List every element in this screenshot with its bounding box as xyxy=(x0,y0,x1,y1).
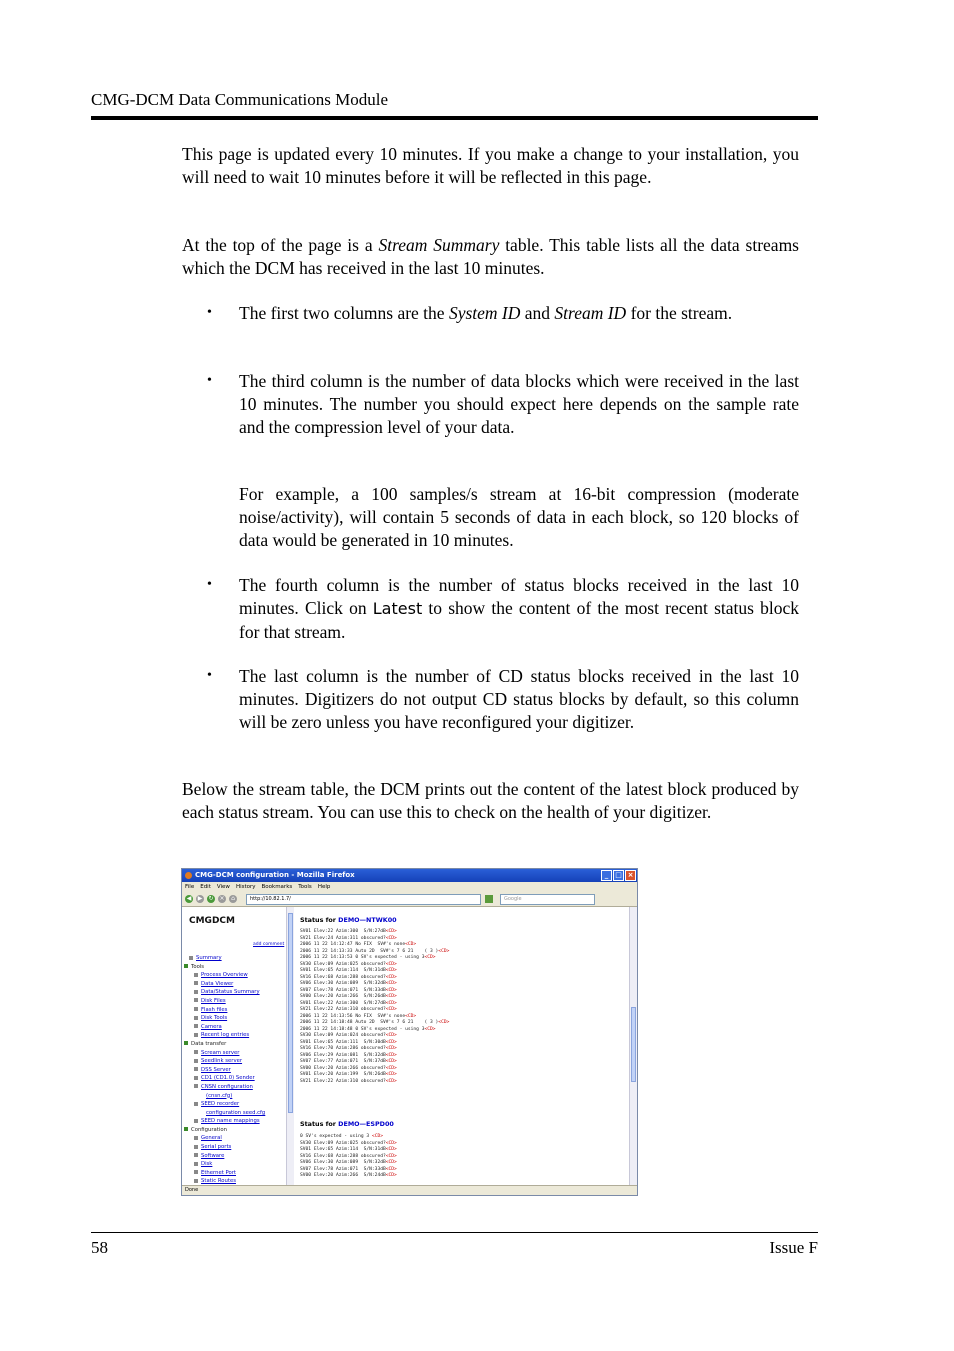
page-icon xyxy=(194,1050,198,1054)
sidebar-item-label: configuration seed.cfg xyxy=(206,1109,266,1116)
page-icon xyxy=(194,1084,198,1088)
paragraph-update-interval: This page is updated every 10 minutes. If you make a change to your installation, you will need to wait 10 minutes before it will be reflected in this page. xyxy=(182,144,799,187)
sidebar-item-label: CNSN configuration xyxy=(201,1083,253,1090)
page-icon xyxy=(194,1059,198,1063)
sidebar-item-label: Data/Status Summary xyxy=(201,989,260,996)
sidebar-scroll-thumb[interactable] xyxy=(288,913,293,1113)
sidebar-item-label: Recent log entries xyxy=(201,1032,250,1039)
reload-icon[interactable]: ↻ xyxy=(208,895,214,902)
status-line-text: SV01 Elev:22 Azim:300 S/N:27dB xyxy=(300,929,386,934)
status-line-text: SV06 Elev:30 Azim:089 S/N:32dB xyxy=(300,981,386,986)
page-header-title: CMG-DCM Data Communications Module xyxy=(91,90,389,109)
cd-tag: <CD> xyxy=(371,1134,383,1139)
sidebar-item[interactable] xyxy=(184,1031,284,1040)
window-titlebar xyxy=(182,869,637,882)
paragraph-stream-summary xyxy=(182,234,799,280)
page-content xyxy=(182,907,637,1186)
sidebar-item-label: Data Viewer xyxy=(201,980,234,987)
page-icon xyxy=(194,973,198,977)
term-system-id: System ID xyxy=(448,303,521,323)
status-line-text: SV07 Elev:78 Azim:071 S/N:33dB xyxy=(300,1166,386,1172)
cd-tag: <CD> xyxy=(385,987,397,993)
folder-icon xyxy=(184,1127,188,1131)
sidebar-item-label: Flash files xyxy=(201,1006,228,1013)
bullet-last-column: The last column is the number of CD status blocks received in the last 10 minutes. Digitizers do not output CD status blocks by default, so this column will be zero unless you have reconfigured your digitizer. xyxy=(239,666,799,732)
url-input[interactable]: http://10.82.1.7/ xyxy=(246,894,481,905)
sidebar-item[interactable] xyxy=(184,1152,284,1161)
status-label: Status for xyxy=(300,916,339,924)
status-lines-espd00 xyxy=(300,1134,397,1180)
bullet: • xyxy=(207,577,212,592)
header-rule xyxy=(91,116,818,120)
cd-tag: <CD> xyxy=(385,1072,397,1077)
folder-icon xyxy=(184,1041,188,1045)
sidebar-item-label: Configuration xyxy=(191,1126,227,1133)
go-icon[interactable] xyxy=(485,895,493,903)
cd-tag: <CD> xyxy=(385,1166,397,1172)
sidebar-item[interactable] xyxy=(184,1109,284,1118)
forward-icon[interactable]: ▶ xyxy=(197,895,203,902)
sidebar-item[interactable] xyxy=(184,1092,284,1101)
search-input[interactable]: Google xyxy=(500,894,595,905)
status-line-text: SV01 Elev:65 Azim:111 S/N:30dB xyxy=(300,1039,386,1045)
cd-tag: <CD> xyxy=(385,981,397,986)
status-line-text: 2006 11 22 14:13:56 No FIX SV#'s none xyxy=(300,1013,406,1019)
cd-tag: <CD> xyxy=(385,929,397,934)
home-icon[interactable]: ⌂ xyxy=(229,895,237,903)
text: for the stream. xyxy=(626,303,733,323)
sidebar-item[interactable] xyxy=(184,1134,284,1143)
page-icon xyxy=(194,1067,198,1071)
sidebar-item-label: Seedlink server xyxy=(201,1058,243,1065)
bullet: • xyxy=(207,373,212,388)
cd-tag: <CD> xyxy=(438,1020,450,1025)
status-line-text: SV06 Elev:29 Azim:081 S/N:32dB xyxy=(300,1052,386,1058)
sidebar-item-label: Disk Files xyxy=(201,997,226,1004)
status-lines-ntwk00 xyxy=(300,929,449,1085)
page-icon xyxy=(194,1007,198,1011)
status-line-text: SV30 Elev:09 Azim:025 obscured? xyxy=(300,1140,386,1146)
sidebar-title: CMGDCM xyxy=(189,916,235,926)
bullet-first-columns xyxy=(239,302,799,325)
cd-tag: <CD> xyxy=(385,1059,397,1064)
sidebar-item-label: Process Overview xyxy=(201,972,248,979)
sidebar-item-label: Disk xyxy=(201,1161,213,1168)
issue-label: Issue F xyxy=(769,1238,818,1257)
sidebar-item[interactable] xyxy=(184,1160,284,1169)
term-stream-id: Stream ID xyxy=(554,303,627,323)
bullet-third-column: The third column is the number of data blocks which were received in the last 10 minutes. The number you should expect here depends on the sample rate and the compression level of your data. xyxy=(239,371,799,437)
sidebar-item-label: Serial ports xyxy=(201,1144,232,1151)
status-panel xyxy=(299,907,629,1186)
status-line-text: SV01 Elev:22 Azim:300 S/N:27dB xyxy=(300,1000,386,1006)
bullet: • xyxy=(207,668,212,683)
status-line xyxy=(300,1079,449,1086)
cd-tag: <CD> xyxy=(385,1007,397,1012)
sidebar-item[interactable] xyxy=(184,1100,284,1109)
sidebar-item-label: General xyxy=(201,1135,222,1142)
status-line-text: 2006 11 22 14:12:47 No FIX SV#'s none xyxy=(300,942,406,947)
nav-toolbar xyxy=(182,892,637,907)
menu-edit[interactable]: Edit xyxy=(200,884,211,890)
cd-tag: <CD> xyxy=(385,1065,397,1071)
sidebar-item-label: Data transfer xyxy=(191,1040,227,1047)
page-icon xyxy=(194,1145,198,1149)
status-stream-id[interactable]: DEMO—ESPD00 xyxy=(338,1120,394,1128)
page-icon xyxy=(194,981,198,985)
sidebar-item[interactable] xyxy=(184,980,284,989)
window-title: CMG-DCM configuration - Mozilla Firefox xyxy=(195,871,355,879)
status-line-text: SV16 Elev:68 Azim:288 obscured? xyxy=(300,974,386,980)
text: and xyxy=(520,303,555,323)
cd-tag: <CD> xyxy=(385,1160,397,1165)
page-icon xyxy=(194,990,198,994)
sidebar-item[interactable] xyxy=(184,1006,284,1015)
status-line-text: SV06 Elev:30 Azim:089 S/N:32dB xyxy=(300,1160,386,1165)
browser-status-bar: Done xyxy=(182,1185,638,1195)
menu-bar xyxy=(182,882,637,892)
status-stream-id[interactable]: DEMO—NTWK00 xyxy=(338,916,397,924)
text: The first two columns are the xyxy=(239,303,449,323)
cd-tag: <CD> xyxy=(385,961,397,967)
sidebar-item[interactable] xyxy=(184,997,284,1006)
cd-tag: <CD> xyxy=(385,1140,397,1146)
sidebar-item-label: Tools xyxy=(191,963,205,970)
status-line-text: 2006 11 22 14:13:33 Auto 2D SV#'s 7 6 21 ( 3 ) xyxy=(300,948,439,954)
status-line-text: SV00 Elev:20 Azim:266 S/N:26dB xyxy=(300,994,386,999)
sidebar-scrollbar[interactable] xyxy=(286,907,294,1186)
close-icon[interactable]: × xyxy=(625,870,636,881)
status-label: Status for xyxy=(300,1120,339,1128)
sidebar-item[interactable] xyxy=(184,1066,284,1075)
cd-tag: <CD> xyxy=(405,942,417,947)
page-icon xyxy=(194,1102,198,1106)
menu-bookmarks[interactable]: Bookmarks xyxy=(261,884,293,890)
sidebar-item-label: Ethernet Port xyxy=(201,1169,237,1176)
sidebar xyxy=(182,907,287,1186)
sidebar-item[interactable] xyxy=(184,1074,284,1083)
cd-tag: <CD> xyxy=(385,1052,397,1058)
sidebar-folder[interactable] xyxy=(184,1040,284,1049)
back-icon[interactable]: ◀ xyxy=(186,895,192,902)
cd-tag: <CD> xyxy=(385,1033,397,1038)
page-icon xyxy=(194,998,198,1002)
sidebar-item-label: Camera xyxy=(201,1023,222,1030)
status-heading-espd00 xyxy=(300,1120,394,1128)
sidebar-item-label: Scream server xyxy=(201,1049,240,1056)
term-stream-summary: Stream Summary xyxy=(378,235,500,255)
status-line xyxy=(300,1173,397,1180)
bullet-fourth-column xyxy=(239,574,799,643)
sidebar-item-label: DSS Server xyxy=(201,1066,231,1073)
page-icon xyxy=(194,1024,198,1028)
sidebar-item[interactable] xyxy=(184,988,284,997)
main-scrollbar[interactable] xyxy=(629,907,637,1186)
text: At the top of the page is a xyxy=(182,235,379,255)
status-line-text: SV07 Elev:77 Azim:071 S/N:37dB xyxy=(300,1059,386,1064)
page-icon xyxy=(194,1076,198,1080)
sidebar-item[interactable] xyxy=(184,954,284,963)
cd-tag: <CD> xyxy=(385,994,397,999)
status-line-text: SV01 Elev:65 Azim:114 S/N:31dB xyxy=(300,968,386,973)
cd-tag: <CD> xyxy=(385,974,397,980)
page-icon xyxy=(194,1136,198,1140)
status-line-text: SV21 Elev:24 Azim:311 obscured? xyxy=(300,935,386,941)
status-heading-ntwk00 xyxy=(300,916,397,924)
status-line-text: SV16 Elev:68 Azim:288 obscured? xyxy=(300,1153,386,1159)
add-comment-link[interactable]: add comment xyxy=(253,942,285,947)
cd-tag: <CD> xyxy=(385,1147,397,1152)
cd-tag: <CD> xyxy=(385,1173,397,1178)
page-icon xyxy=(189,956,193,960)
sidebar-item-label: Static Routes xyxy=(201,1178,236,1185)
cd-tag: <CD> xyxy=(438,948,450,954)
sidebar-item-label: CD1 (CD1.0) Sender xyxy=(201,1075,255,1082)
footer-rule xyxy=(91,1232,818,1233)
page-icon xyxy=(194,1033,198,1037)
menu-tools[interactable]: Tools xyxy=(298,884,312,890)
text: table. This table lists all the data streams which the DCM has received in the last 10 minutes. xyxy=(182,235,799,278)
page-icon xyxy=(194,1179,198,1183)
text: The fourth column is the number of status blocks received in the last 10 minutes. Click on xyxy=(239,575,799,618)
latest-link-text: Latest xyxy=(372,598,423,618)
cd-tag: <CD> xyxy=(405,1013,417,1019)
status-line-text: 2006 11 22 14:18:48 Auto 2D SV#'s 7 6 21 ( 3 ) xyxy=(300,1020,439,1025)
text: to show the content of the most recent status block for that stream. xyxy=(239,597,799,642)
cd-tag: <CD> xyxy=(385,1000,397,1006)
sidebar-item[interactable] xyxy=(184,1014,284,1023)
sidebar-item[interactable] xyxy=(184,1057,284,1066)
sidebar-item-label: Software xyxy=(201,1152,225,1159)
status-line-text: 2006 11 22 14:13:53 0 SV's expected - using 3 xyxy=(300,955,425,960)
browser-screenshot xyxy=(181,868,638,1196)
sidebar-item-label: (cnsn.cfg) xyxy=(206,1092,233,1099)
status-line-text: SV16 Elev:70 Azim:286 obscured? xyxy=(300,1046,386,1051)
cd-tag: <CD> xyxy=(385,1078,397,1084)
sidebar-tree xyxy=(184,954,284,1186)
sidebar-item[interactable] xyxy=(184,971,284,980)
page-icon xyxy=(194,1170,198,1174)
status-line-text: SV21 Elev:22 Azim:310 obscured? xyxy=(300,1078,386,1084)
status-line-text: SV30 Elev:09 Azim:025 obscured? xyxy=(300,961,386,967)
paragraph-example: For example, a 100 samples/s stream at 16-bit compression (moderate noise/activity), will contain 5 seconds of data in each block, so 120 blocks of data would be generated in 10 minutes. xyxy=(239,484,799,550)
sidebar-item-label: SEED name mappings xyxy=(201,1118,260,1125)
stop-icon[interactable]: × xyxy=(219,895,225,902)
cd-tag: <CD> xyxy=(424,1026,436,1032)
sidebar-item[interactable] xyxy=(184,1169,284,1178)
menu-view[interactable]: View xyxy=(216,884,230,890)
status-line-text: SV30 Elev:09 Azim:024 obscured? xyxy=(300,1033,386,1038)
status-line-text: SV00 Elev:20 Azim:266 obscured? xyxy=(300,1065,386,1071)
status-line-text: 2006 11 22 14:18:48 0 SV's expected - using 3 xyxy=(300,1026,425,1032)
sidebar-item[interactable] xyxy=(184,1117,284,1126)
minimize-icon[interactable]: _ xyxy=(601,870,612,881)
main-scroll-thumb[interactable] xyxy=(631,1007,636,1082)
firefox-icon xyxy=(185,872,192,879)
cd-tag: <CD> xyxy=(385,1046,397,1051)
status-line-text: SV21 Elev:22 Azim:310 obscured? xyxy=(300,1007,386,1012)
status-line-text: SV00 Elev:20 Azim:266 S/N:24dB xyxy=(300,1173,386,1178)
sidebar-item[interactable] xyxy=(184,1049,284,1058)
sidebar-item[interactable] xyxy=(184,1083,284,1092)
sidebar-item-label: Disk Tools xyxy=(201,1015,228,1022)
folder-icon xyxy=(184,964,188,968)
status-line-text: SV07 Elev:78 Azim:071 S/N:33dB xyxy=(300,987,386,993)
sidebar-folder[interactable] xyxy=(184,963,284,972)
cd-tag: <CD> xyxy=(385,968,397,973)
sidebar-item-label: Summary xyxy=(196,955,222,961)
page-icon xyxy=(194,1119,198,1123)
page-icon xyxy=(194,1153,198,1157)
page-icon xyxy=(194,1162,198,1166)
status-line-text: SV01 Elev:65 Azim:114 S/N:31dB xyxy=(300,1147,386,1152)
menu-history[interactable]: History xyxy=(235,884,256,890)
cd-tag: <CD> xyxy=(385,935,397,941)
paragraph-below-table: Below the stream table, the DCM prints out the content of the latest block produced by each status stream. You can use this to check on the health of your digitizer. xyxy=(182,779,799,822)
sidebar-folder[interactable] xyxy=(184,1126,284,1135)
page-number: 58 xyxy=(91,1238,108,1257)
sidebar-item[interactable] xyxy=(184,1143,284,1152)
page-icon xyxy=(194,1016,198,1020)
bullet: • xyxy=(207,305,212,320)
status-line-text: SV01 Elev:20 Azim:199 S/N:26dB xyxy=(300,1072,386,1077)
sidebar-item[interactable] xyxy=(184,1023,284,1032)
cd-tag: <CD> xyxy=(385,1153,397,1159)
menu-help[interactable]: Help xyxy=(317,884,331,890)
maximize-icon[interactable]: □ xyxy=(613,870,624,881)
sidebar-item-label: SEED recorder xyxy=(201,1101,240,1108)
menu-file[interactable]: File xyxy=(185,884,195,890)
cd-tag: <CD> xyxy=(424,955,436,960)
status-line-text: 0 SV's expected - using 3 xyxy=(300,1134,372,1139)
cd-tag: <CD> xyxy=(385,1039,397,1045)
